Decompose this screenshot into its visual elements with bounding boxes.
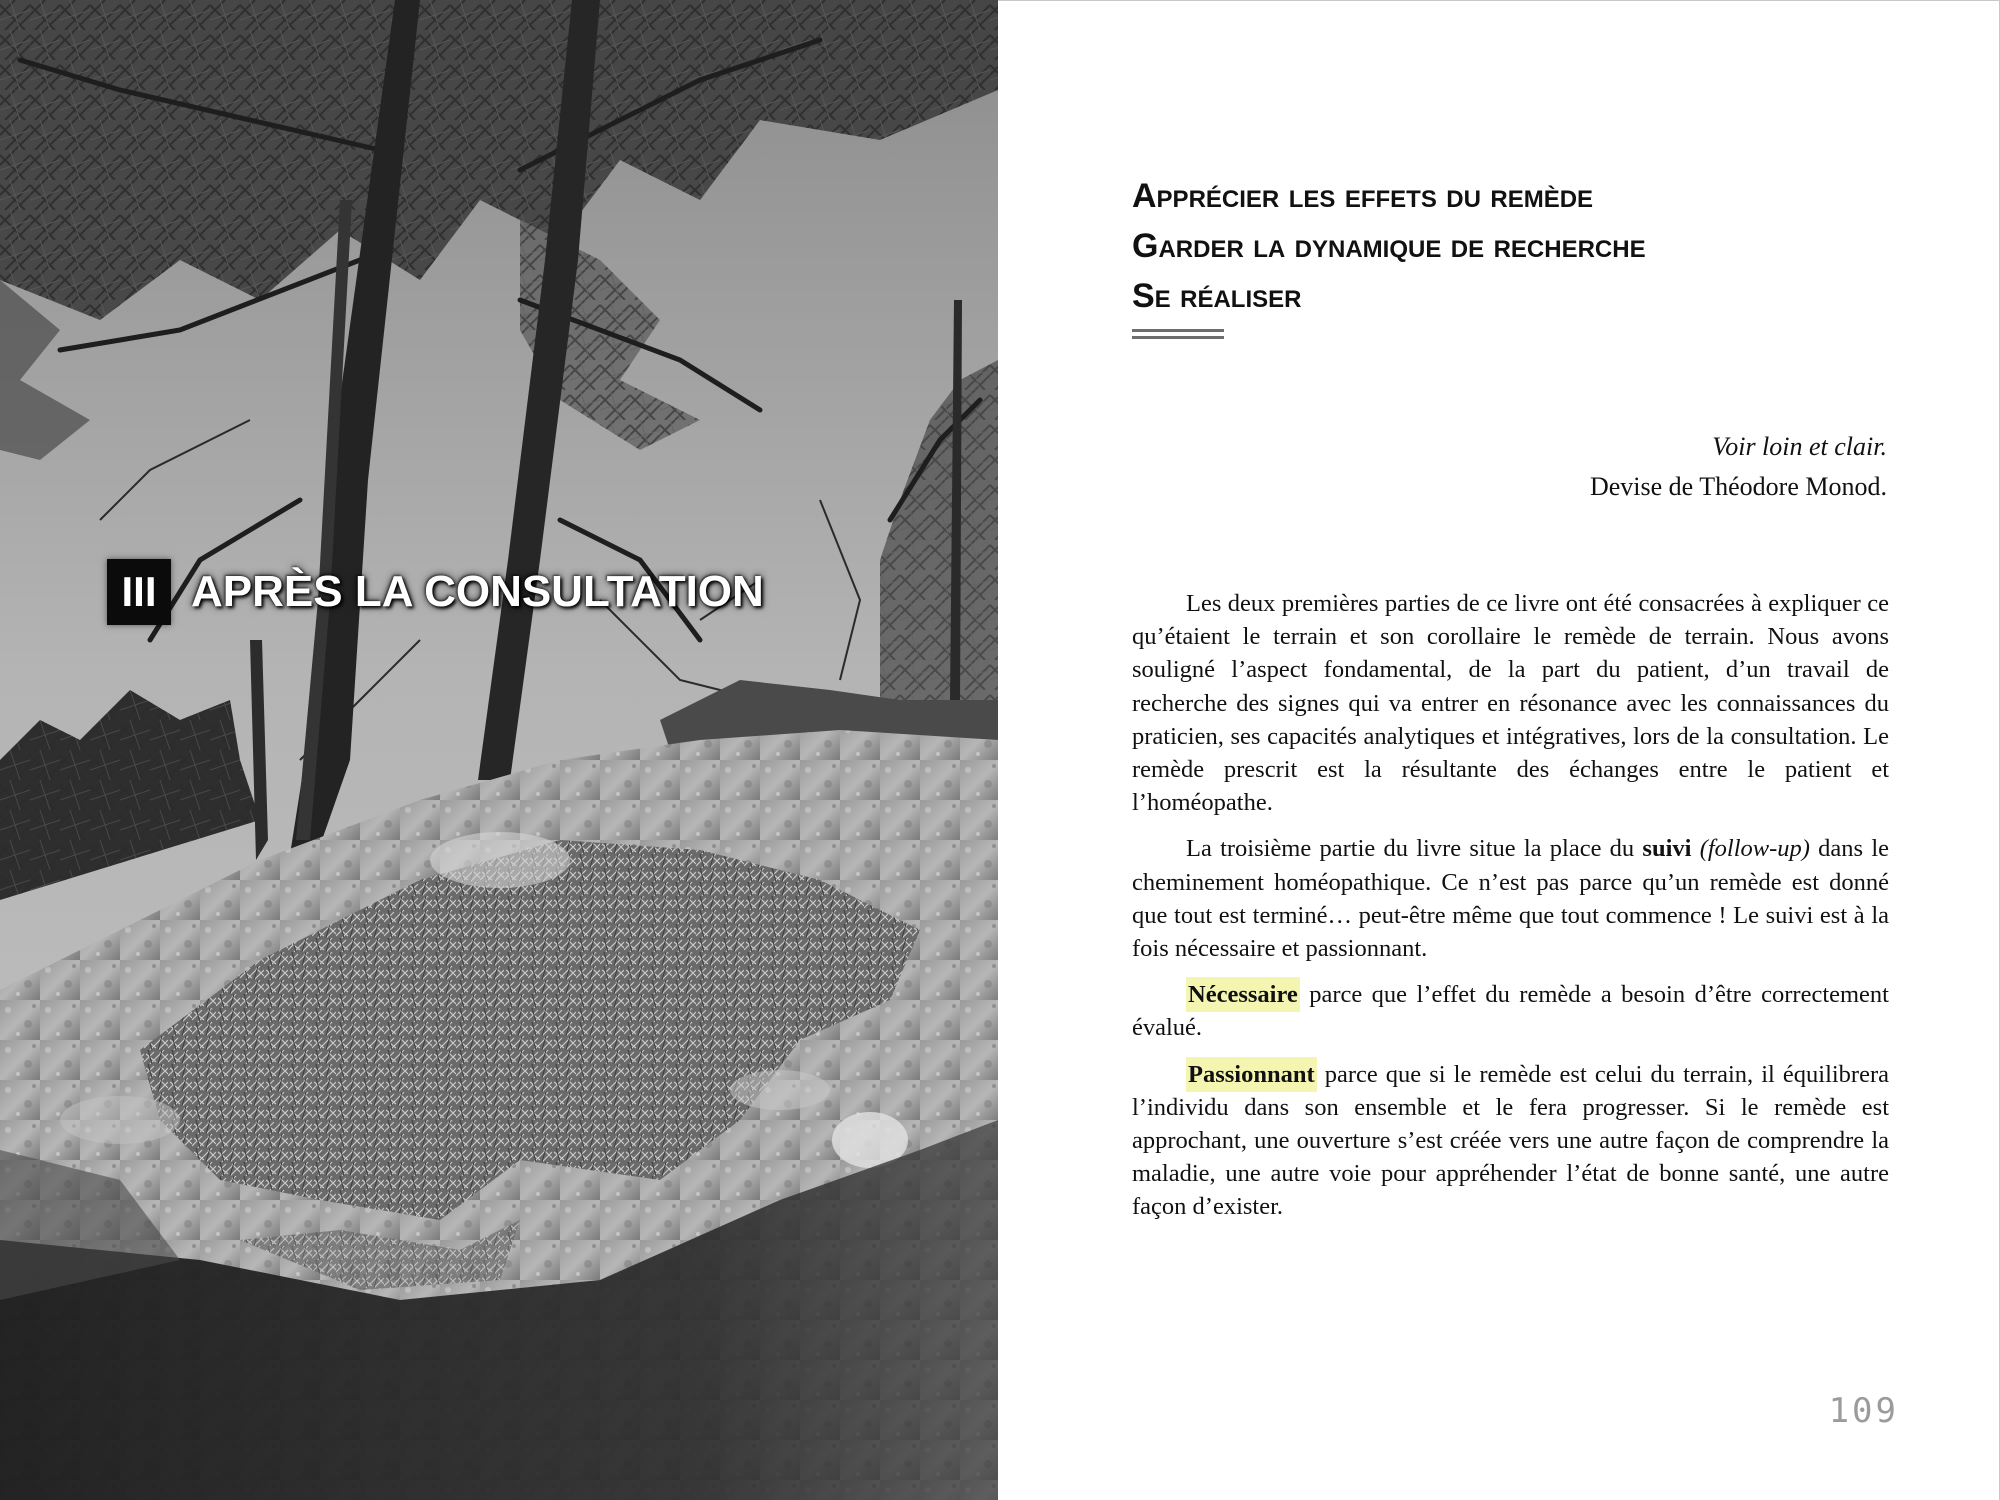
title-divider bbox=[1132, 329, 1224, 340]
body-text bbox=[1132, 587, 1889, 1237]
paragraph bbox=[1132, 832, 1889, 965]
landscape-photo bbox=[0, 0, 998, 1500]
paragraph: Les deux premières parties de ce livre ont été consacrées à expliquer ce qu’étaient le terrain et son corollaire le remède de terrain. Nous avons souligné l’aspect fondamental, de la part du patient, d’un travail de recherche des signes qui va entrer en résonance avec les connaissances du praticien, ses capacités analytiques et intégratives, lors de la consultation. Le remède prescrit est la résultante des échanges entre le patient et l’homéopathe. bbox=[1132, 590, 1889, 817]
paragraph-text: parce que si le remède est celui du terrain, il équilibrera l’individu dans son ensemble et le fera progresser. Si le remède est approchant, une ouverture s’est créée vers une autre façon de comprendre la maladie, une autre voie pour appréhender l’état de bonne santé, une autre façon d’exister. bbox=[1132, 1060, 1889, 1221]
chapter-titles bbox=[1132, 171, 1932, 321]
italic-term: (follow-up) bbox=[1699, 835, 1810, 863]
part-title: APRÈS LA CONSULTATION bbox=[191, 567, 764, 616]
chapter-title: Apprécier les effets du remède bbox=[1132, 177, 1594, 215]
page-number: 109 bbox=[1828, 1391, 1899, 1431]
chapter-title: Se réaliser bbox=[1132, 277, 1302, 315]
epigraph-quote: Voir loin et clair. bbox=[1712, 432, 1887, 461]
left-page bbox=[0, 0, 998, 1500]
part-banner bbox=[107, 557, 764, 627]
chapter-title: Garder la dynamique de recherche bbox=[1132, 227, 1646, 265]
bold-term: suivi bbox=[1642, 835, 1692, 863]
highlighted-term: Passionnant bbox=[1186, 1057, 1317, 1092]
right-page bbox=[998, 0, 2000, 1500]
epigraph-attribution: Devise de Théodore Monod. bbox=[1589, 472, 1887, 501]
paragraph-text: parce que l’effet du remède a besoin d’être correctement évalué. bbox=[1132, 981, 1889, 1042]
paragraph bbox=[1132, 978, 1889, 1044]
epigraph bbox=[1590, 427, 1887, 507]
paragraph-text: La troisième partie du livre situe la place du bbox=[1186, 835, 1643, 863]
paragraph-text: dans le cheminement homéopathique. Ce n’est pas parce qu’un remède est donné que tout est terminé… peut-être même que tout commence ! Le suivi est à la fois nécessaire et passionnant. bbox=[1132, 835, 1889, 963]
highlighted-term: Nécessaire bbox=[1186, 977, 1300, 1012]
paragraph bbox=[1132, 1058, 1889, 1224]
part-number: III bbox=[107, 559, 171, 625]
